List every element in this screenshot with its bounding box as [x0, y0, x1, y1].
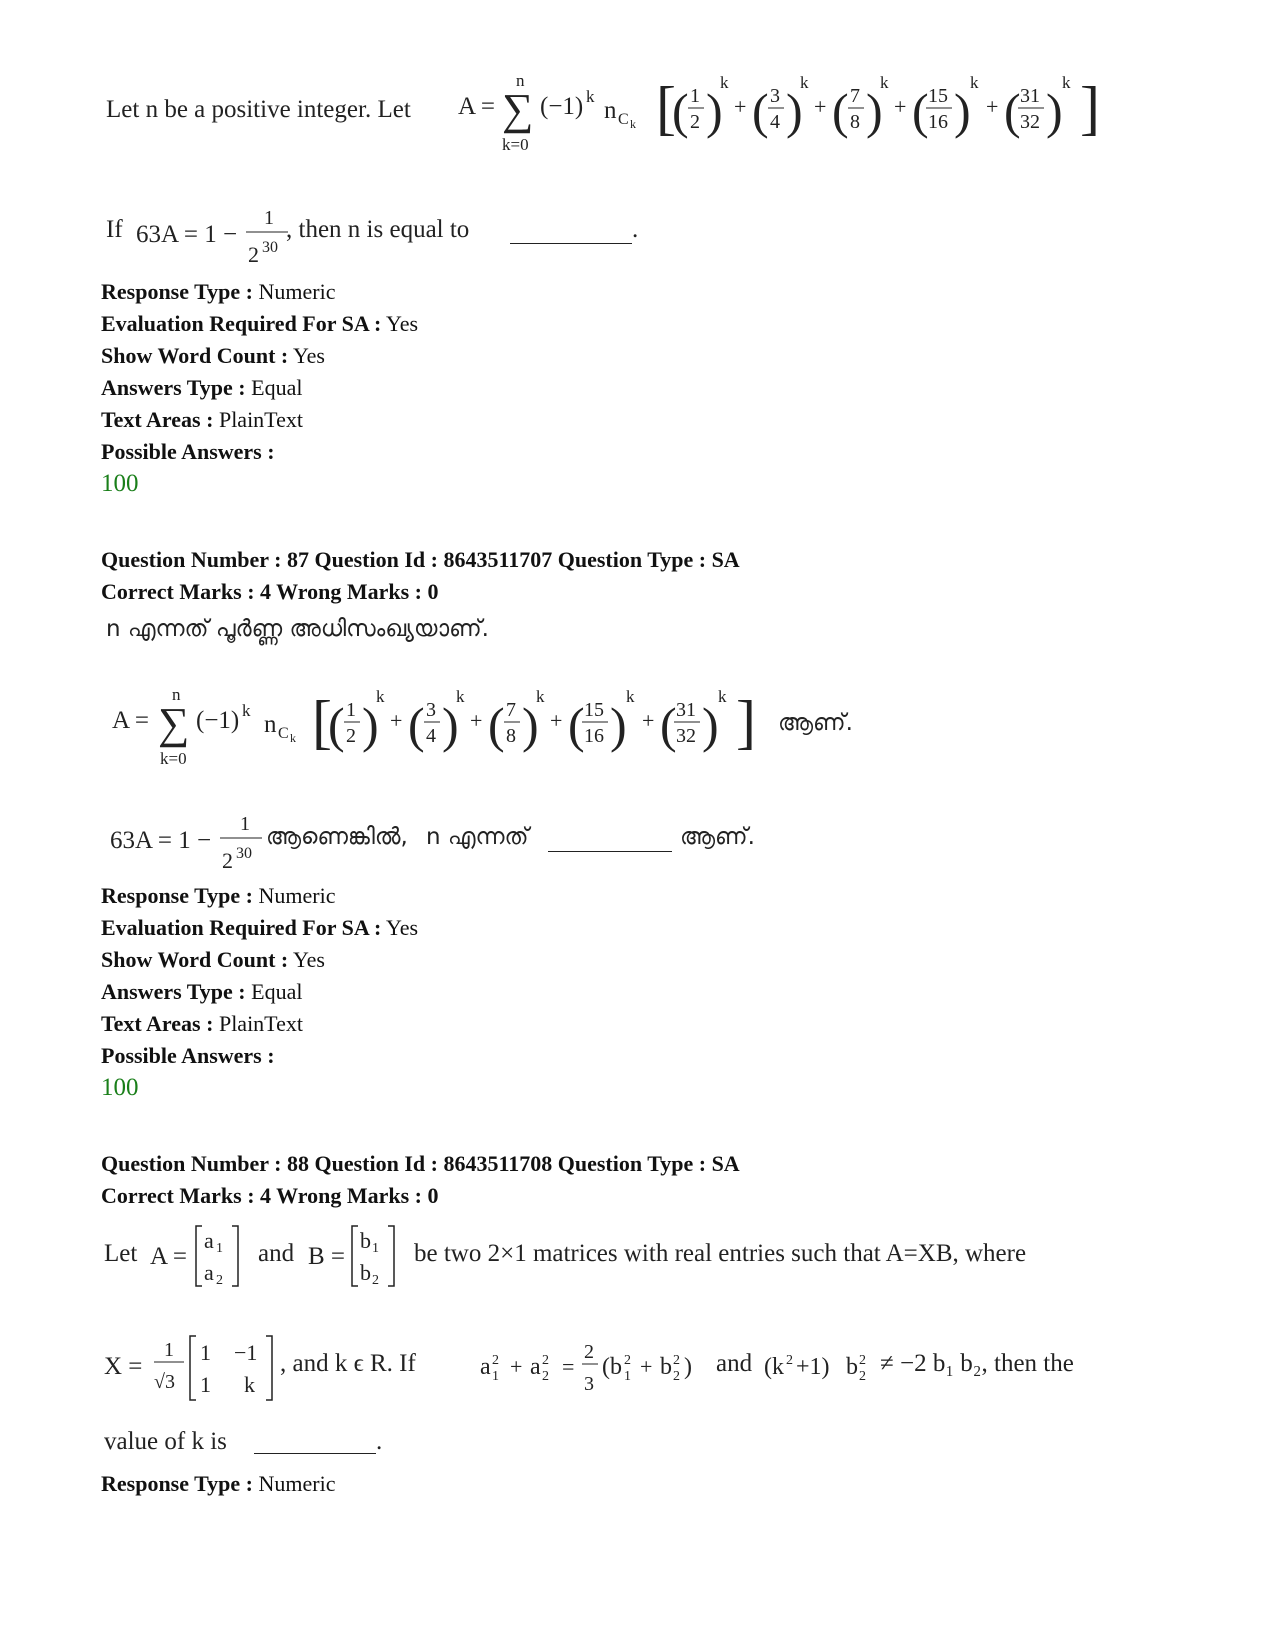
svg-text:b: b [660, 1354, 672, 1380]
q86-condition-equation [106, 202, 666, 272]
svg-text:[: [ [312, 689, 332, 755]
svg-text:8: 8 [850, 111, 860, 133]
svg-text:k: k [626, 687, 635, 706]
svg-text:k: k [800, 73, 809, 92]
svg-text:k: k [376, 687, 385, 706]
summation-expression [110, 680, 770, 770]
q87-summation-equation [110, 680, 870, 770]
svg-text:): ) [1046, 83, 1063, 139]
svg-text:k: k [536, 687, 545, 706]
svg-text:): ) [442, 697, 459, 753]
q88-line2-tail: ≠ −2 b₁ b₂, then the [880, 1350, 1074, 1377]
svg-text:2: 2 [786, 1353, 793, 1368]
svg-text:b: b [360, 1260, 371, 1285]
svg-text:4: 4 [426, 725, 436, 747]
matrix-x [104, 1328, 284, 1408]
svg-text:2: 2 [216, 1273, 223, 1288]
q86-possible-answer: 100 [101, 470, 139, 497]
svg-text:32: 32 [1020, 111, 1040, 133]
svg-text:1: 1 [164, 1339, 174, 1361]
matrix-a [150, 1222, 250, 1292]
svg-text:16: 16 [928, 111, 948, 133]
svg-text:∑: ∑ [158, 699, 190, 748]
svg-text:2: 2 [492, 1353, 499, 1368]
svg-text:+: + [642, 708, 655, 733]
q87-n-text: n എന്നത് [426, 824, 529, 850]
period: . [376, 1428, 383, 1455]
svg-text:=: = [562, 1354, 575, 1379]
meta-row: Text Areas : PlainText [101, 1011, 303, 1036]
meta-row: Text Areas : PlainText [101, 407, 303, 432]
q86-intro-equation [106, 66, 1116, 156]
q88-value-text: value of k is [104, 1428, 227, 1455]
svg-text:k=0: k=0 [160, 749, 187, 768]
svg-text:15: 15 [584, 699, 604, 721]
svg-text:63A = 1 −: 63A = 1 − [136, 221, 238, 248]
svg-text:1: 1 [200, 1340, 211, 1365]
svg-text:1: 1 [624, 1369, 631, 1384]
svg-text:2: 2 [584, 1341, 594, 1363]
svg-text:8: 8 [506, 725, 516, 747]
q87-marks: Correct Marks : 4 Wrong Marks : 0 [101, 579, 439, 604]
fraction-expression [110, 808, 270, 878]
q88-let-text: Let [104, 1240, 138, 1267]
svg-text:2: 2 [222, 848, 233, 873]
matrix-b [308, 1222, 408, 1292]
meta-row: Response Type : Numeric [101, 279, 336, 304]
svg-text:C: C [278, 725, 289, 742]
svg-text:(b: (b [602, 1354, 622, 1380]
svg-text:1: 1 [200, 1372, 211, 1397]
answer-blank [548, 850, 672, 852]
svg-text:2: 2 [859, 1369, 866, 1384]
svg-text:2: 2 [673, 1353, 680, 1368]
svg-text:[: [ [656, 75, 676, 141]
svg-text:a: a [530, 1354, 541, 1380]
meta-row: Possible Answers : [101, 1043, 275, 1068]
svg-text:n: n [516, 71, 525, 90]
svg-text:3: 3 [584, 1373, 594, 1395]
svg-text:16: 16 [584, 725, 604, 747]
svg-text:(−1): (−1) [196, 707, 240, 734]
summation-expression [454, 66, 1114, 156]
meta-row: Show Word Count : Yes [101, 947, 325, 972]
svg-text:√3: √3 [154, 1371, 175, 1393]
q88-and-text: and [258, 1240, 295, 1267]
svg-text:2: 2 [372, 1273, 379, 1288]
svg-text:k: k [242, 701, 251, 720]
svg-text:k: k [456, 687, 465, 706]
svg-text:b: b [846, 1354, 858, 1380]
svg-text:2: 2 [346, 725, 356, 747]
svg-text:(: ( [1004, 83, 1021, 139]
q86-intro-text: Let n be a positive integer. Let [106, 96, 411, 123]
svg-text:+: + [986, 94, 999, 119]
svg-text:(: ( [832, 83, 849, 139]
svg-text:2: 2 [673, 1369, 680, 1384]
svg-text:(: ( [672, 83, 689, 139]
q87-if-text: ആണെങ്കിൽ, [266, 824, 408, 850]
svg-text:2: 2 [248, 242, 259, 267]
svg-text:1: 1 [216, 1241, 223, 1256]
svg-text:+: + [894, 94, 907, 119]
meta-row: Show Word Count : Yes [101, 343, 325, 368]
answer-blank [254, 1452, 376, 1454]
svg-text:): ) [610, 697, 627, 753]
q88-and-k-text: , and k ϵ R. If [280, 1350, 416, 1377]
svg-text:X =: X = [104, 1353, 143, 1380]
svg-text:(−1): (−1) [540, 93, 584, 120]
svg-text:): ) [954, 83, 971, 139]
svg-text:30: 30 [236, 845, 252, 862]
svg-text:+: + [390, 708, 403, 733]
svg-text:7: 7 [850, 85, 860, 107]
svg-text:2: 2 [624, 1353, 631, 1368]
svg-text:1: 1 [372, 1241, 379, 1256]
svg-text:∑: ∑ [502, 85, 534, 134]
q87-meta-list [101, 880, 418, 1072]
svg-text:A =: A = [150, 1243, 188, 1270]
meta-row: Response Type : Numeric [101, 883, 336, 908]
svg-text:k: k [290, 731, 296, 745]
svg-text:+1): +1) [796, 1354, 830, 1380]
svg-text:(: ( [408, 697, 425, 753]
svg-text:+: + [734, 94, 747, 119]
svg-text:a: a [204, 1228, 214, 1253]
q87-possible-answer: 100 [101, 1074, 139, 1101]
svg-text:): ) [786, 83, 803, 139]
svg-text:(: ( [752, 83, 769, 139]
q88-value-line [104, 1426, 424, 1462]
svg-text:1: 1 [346, 699, 356, 721]
svg-text:1: 1 [690, 85, 700, 107]
svg-text:): ) [866, 83, 883, 139]
q88-header: Question Number : 88 Question Id : 8643511708 Question Type : SA [101, 1151, 740, 1176]
svg-text:k: k [718, 687, 727, 706]
q87-header: Question Number : 87 Question Id : 8643511707 Question Type : SA [101, 547, 740, 572]
sum-of-squares-expression [480, 1328, 720, 1408]
q86-then-text: , then n is equal to [286, 216, 470, 243]
q88-matrices-line [104, 1222, 1124, 1292]
meta-row: Answers Type : Equal [101, 375, 303, 400]
svg-text:2: 2 [542, 1353, 549, 1368]
q88-line1-tail: be two 2×1 matrices with real entries such that A=XB, where [414, 1240, 1027, 1267]
svg-text:A =: A = [458, 93, 496, 120]
svg-text:(k: (k [764, 1354, 784, 1380]
q87-aan-text: ആണ്. [778, 710, 853, 736]
svg-text:+: + [470, 708, 483, 733]
svg-text:(: ( [568, 697, 585, 753]
svg-text:k: k [970, 73, 979, 92]
svg-text:+: + [814, 94, 827, 119]
svg-text:k: k [880, 73, 889, 92]
svg-text:+: + [550, 708, 563, 733]
svg-text:(: ( [488, 697, 505, 753]
fraction-expression [132, 202, 312, 272]
svg-text:1: 1 [264, 207, 274, 229]
svg-text:n: n [172, 685, 181, 704]
svg-text:31: 31 [676, 699, 696, 721]
svg-text:k=0: k=0 [502, 135, 529, 154]
svg-text:): ) [362, 697, 379, 753]
svg-text:]: ] [736, 689, 756, 755]
q87-malayalam-intro: n എന്നത് പൂർണ്ണ അധിസംഖ്യയാണ്. [106, 616, 489, 642]
meta-row: Evaluation Required For SA : Yes [101, 915, 419, 940]
svg-text:(: ( [912, 83, 929, 139]
q86-meta-list [101, 276, 418, 468]
svg-text:7: 7 [506, 699, 516, 721]
svg-text:30: 30 [262, 239, 278, 256]
svg-text:3: 3 [770, 85, 780, 107]
svg-text:2: 2 [859, 1353, 866, 1368]
svg-text:]: ] [1080, 75, 1100, 141]
q86-if-text: If [106, 216, 123, 243]
svg-text:−1: −1 [234, 1340, 258, 1365]
svg-text:31: 31 [1020, 85, 1040, 107]
svg-text:3: 3 [426, 699, 436, 721]
q87-aan2-text: ആണ്. [680, 824, 755, 850]
svg-text:B =: B = [308, 1243, 346, 1270]
q88-then-and-text: and [716, 1350, 753, 1377]
svg-text:k: k [1062, 73, 1071, 92]
svg-text:a: a [480, 1354, 491, 1380]
svg-text:b: b [360, 1228, 371, 1253]
svg-text:k: k [630, 117, 636, 131]
meta-row: Possible Answers : [101, 439, 275, 464]
q88-meta-list [101, 1468, 335, 1500]
svg-text:): ) [702, 697, 719, 753]
svg-text:15: 15 [928, 85, 948, 107]
meta-row: Response Type : Numeric [101, 1471, 336, 1496]
svg-text:): ) [706, 83, 723, 139]
svg-text:): ) [684, 1354, 692, 1380]
svg-text:k: k [586, 87, 595, 106]
q88-condition-line [104, 1328, 1124, 1408]
svg-text:k: k [244, 1372, 255, 1397]
q88-marks: Correct Marks : 4 Wrong Marks : 0 [101, 1183, 439, 1208]
svg-text:2: 2 [690, 111, 700, 133]
svg-text:A =: A = [112, 707, 150, 734]
svg-text:C: C [618, 111, 629, 128]
svg-text:1: 1 [492, 1369, 499, 1384]
q87-condition-equation [110, 808, 810, 878]
svg-text:(: ( [328, 697, 345, 753]
svg-text:63A = 1 −: 63A = 1 − [110, 827, 212, 854]
svg-text:n: n [264, 711, 277, 738]
period: . [632, 216, 639, 243]
svg-text:(: ( [660, 697, 677, 753]
svg-text:k: k [720, 73, 729, 92]
svg-text:): ) [522, 697, 539, 753]
svg-text:32: 32 [676, 725, 696, 747]
svg-text:4: 4 [770, 111, 780, 133]
svg-text:+: + [640, 1354, 653, 1379]
svg-text:2: 2 [542, 1369, 549, 1384]
svg-text:a: a [204, 1260, 214, 1285]
svg-text:1: 1 [240, 813, 250, 835]
meta-row: Answers Type : Equal [101, 979, 303, 1004]
svg-text:n: n [604, 97, 617, 124]
answer-blank [510, 242, 632, 244]
meta-row: Evaluation Required For SA : Yes [101, 311, 419, 336]
svg-text:+: + [510, 1354, 523, 1379]
